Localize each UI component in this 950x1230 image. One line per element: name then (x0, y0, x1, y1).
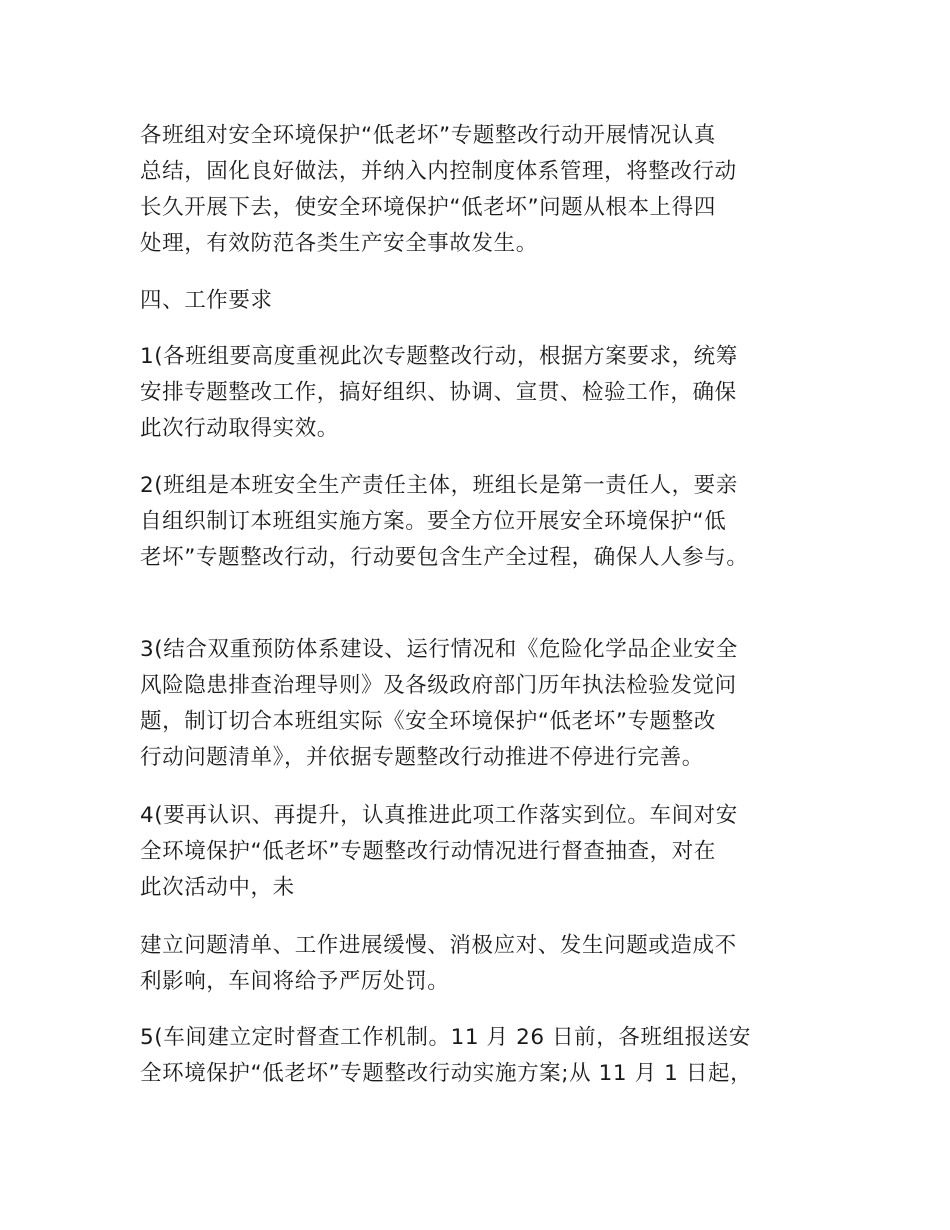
text-line: 2(班组是本班安全生产责任主体，班组长是第一责任人，要亲 (140, 473, 738, 498)
requirement-item-5 (140, 1020, 840, 1092)
text-line: 全环境保护“低老坏”专题整改行动实施方案;从 11 月 1 日起， (140, 1061, 753, 1086)
text-line: 5(车间建立定时督查工作机制。11 月 26 日前，各班组报送安 (140, 1025, 751, 1050)
text-line: 老坏”专题整改行动，行动要包含生产全过程，确保人人参与。 (140, 545, 749, 570)
text-line: 安排专题整改工作，搞好组织、协调、宣贯、检验工作，确保 (140, 380, 737, 405)
text-line: 3(结合双重预防体系建设、运行情况和《危险化学品企业安全 (140, 637, 738, 662)
requirement-item-4 (140, 798, 840, 906)
text-line: 长久开展下去，使安全环境保护“低老坏”问题从根本上得四 (140, 195, 716, 220)
requirement-item-2 (140, 468, 840, 576)
text-line: 各班组对安全环境保护“低老坏”专题整改行动开展情况认真 (140, 123, 716, 148)
text-line: 题，制订切合本班组实际《安全环境保护“低老坏”专题整改 (140, 709, 716, 734)
text-line: 处理，有效防范各类生产安全事故发生。 (140, 231, 538, 256)
text-line: 行动问题清单》，并依据专题整改行动推进不停进行完善。 (140, 745, 704, 770)
text-line: 1(各班组要高度重视此次专题整改行动，根据方案要求，统筹 (140, 344, 738, 369)
requirement-item-4-continued (140, 928, 840, 1000)
text-line: 4(要再认识、再提升，认真推进此项工作落实到位。车间对安 (140, 803, 738, 828)
paragraph-summary (140, 118, 840, 262)
text-line: 风险隐患排查治理导则》及各级政府部门历年执法检验发觉问 (140, 673, 737, 698)
text-line: 利影响，车间将给予严厉处罚。 (140, 969, 450, 994)
requirement-item-1 (140, 339, 840, 447)
text-line: 建立问题清单、工作进展缓慢、消极应对、发生问题或造成不 (140, 933, 737, 958)
heading-text: 四、工作要求 (140, 288, 273, 313)
text-line: 总结，固化良好做法，并纳入内控制度体系管理，将整改行动 (140, 159, 737, 184)
section-heading (140, 283, 840, 319)
text-line: 全环境保护“低老坏”专题整改行动情况进行督查抽查，对在 (140, 839, 716, 864)
text-line: 此次行动取得实效。 (140, 416, 339, 441)
text-line: 自组织制订本班组实施方案。要全方位开展安全环境保护“低 (140, 509, 727, 534)
requirement-item-3 (140, 632, 840, 776)
text-line: 此次活动中，未 (140, 875, 295, 900)
